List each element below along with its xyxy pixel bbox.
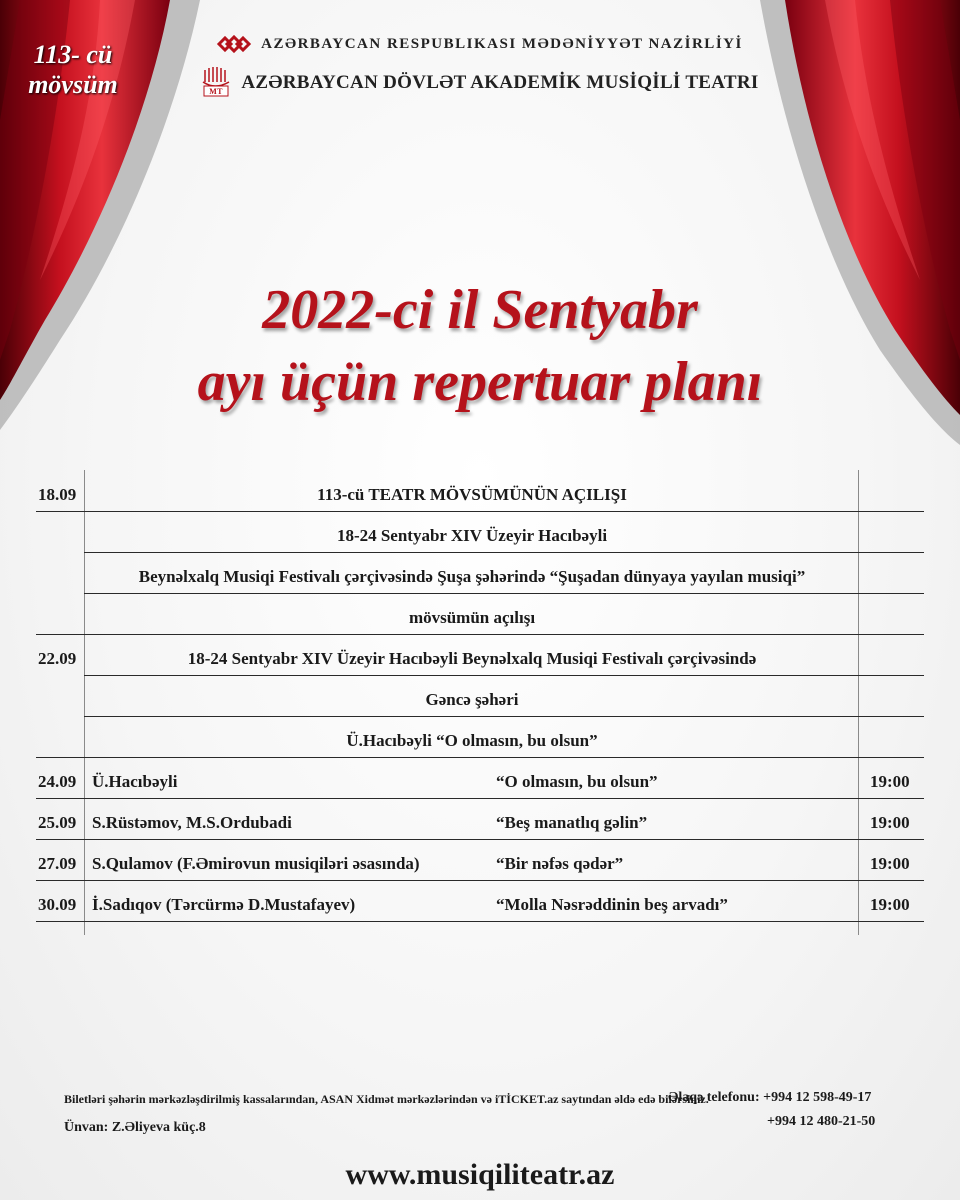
table-row <box>36 757 924 798</box>
table-row <box>36 593 924 634</box>
event-date: 22.09 <box>38 649 77 668</box>
performance-title: “O olmasın, bu olsun” <box>496 772 658 791</box>
season-badge-line1: 113- cü <box>33 40 113 69</box>
performance-time: 19:00 <box>870 895 910 914</box>
performance-author: Ü.Hacıbəyli <box>92 772 178 791</box>
table-row <box>36 716 924 757</box>
ministry-header <box>0 34 960 54</box>
performance-date: 24.09 <box>38 772 77 791</box>
table-row <box>36 470 924 511</box>
contact-phone-2: +994 12 480-21-50 <box>767 1114 876 1129</box>
theatre-header <box>0 66 960 100</box>
event-text: mövsümün açılışı <box>408 608 536 627</box>
contact-phone: Əlaqə telefonu: +994 12 598-49-17 <box>668 1090 872 1105</box>
performance-time: 19:00 <box>870 854 910 873</box>
performance-date: 27.09 <box>38 854 77 873</box>
event-text: 18-24 Sentyabr XIV Üzeyir Hacıbəyli Beynəlxalq Musiqi Festivalı çərçivəsində <box>187 649 757 668</box>
event-text: Ü.Hacıbəyli “O olmasın, bu olsun” <box>346 731 598 750</box>
tickets-info: Biletləri şəhərin mərkəzləşdirilmiş kassalarından, ASAN Xidmət mərkəzlərindən və iTİCKET.az saytından əldə edə bilərsiniz. <box>64 1092 709 1106</box>
website-link[interactable]: www.musiqiliteatr.az <box>345 1158 615 1191</box>
season-badge-line2: mövsüm <box>28 70 118 99</box>
theatre-logo-text: MT <box>209 87 224 96</box>
table-row <box>36 839 924 880</box>
title-line-2: ayı üçün repertuar planı <box>197 351 763 413</box>
row-rule <box>36 921 924 922</box>
table-row <box>36 511 924 552</box>
event-text: 113-cü TEATR MÖVSÜMÜNÜN AÇILIŞI <box>317 485 627 504</box>
theatre-logo-icon <box>201 66 231 100</box>
event-date: 18.09 <box>38 485 77 504</box>
theatre-name: AZƏRBAYCAN DÖVLƏT AKADEMİK MUSİQİLİ TEATRI <box>241 72 759 93</box>
performance-date: 30.09 <box>38 895 77 914</box>
table-row <box>36 634 924 675</box>
performance-time: 19:00 <box>870 772 910 791</box>
repertoire-table <box>36 470 924 935</box>
performance-time: 19:00 <box>870 813 910 832</box>
performance-title: “Beş manatlıq gəlin” <box>496 813 648 832</box>
event-text: Beynəlxalq Musiqi Festivalı çərçivəsində Şuşa şəhərində “Şuşadan dünyaya yayılan musiqi” <box>138 567 806 586</box>
performance-date: 25.09 <box>38 813 77 832</box>
event-text: Gəncə şəhəri <box>425 690 519 709</box>
event-text: 18-24 Sentyabr XIV Üzeyir Hacıbəyli <box>336 526 608 545</box>
performance-author: S.Qulamov (F.Əmirovun musiqiləri əsasında) <box>92 854 420 873</box>
table-row <box>36 798 924 839</box>
performance-title: “Molla Nəsrəddinin beş arvadı” <box>496 895 728 914</box>
title-line-1: 2022-ci il Sentyabr <box>262 279 698 341</box>
performance-author: S.Rüstəmov, M.S.Ordubadi <box>92 813 292 832</box>
address: Ünvan: Z.Əliyeva küç.8 <box>64 1120 206 1135</box>
ministry-name: AZƏRBAYCAN RESPUBLIKASI MƏDƏNİYYƏT NAZİRLİYİ <box>261 35 743 52</box>
table-row <box>36 880 924 921</box>
performance-title: “Bir nəfəs qədər” <box>496 854 624 873</box>
performance-author: İ.Sadıqov (Tərcürmə D.Mustafayev) <box>92 895 356 914</box>
ministry-emblem-icon <box>217 34 251 54</box>
table-row <box>36 675 924 716</box>
table-row <box>36 552 924 593</box>
